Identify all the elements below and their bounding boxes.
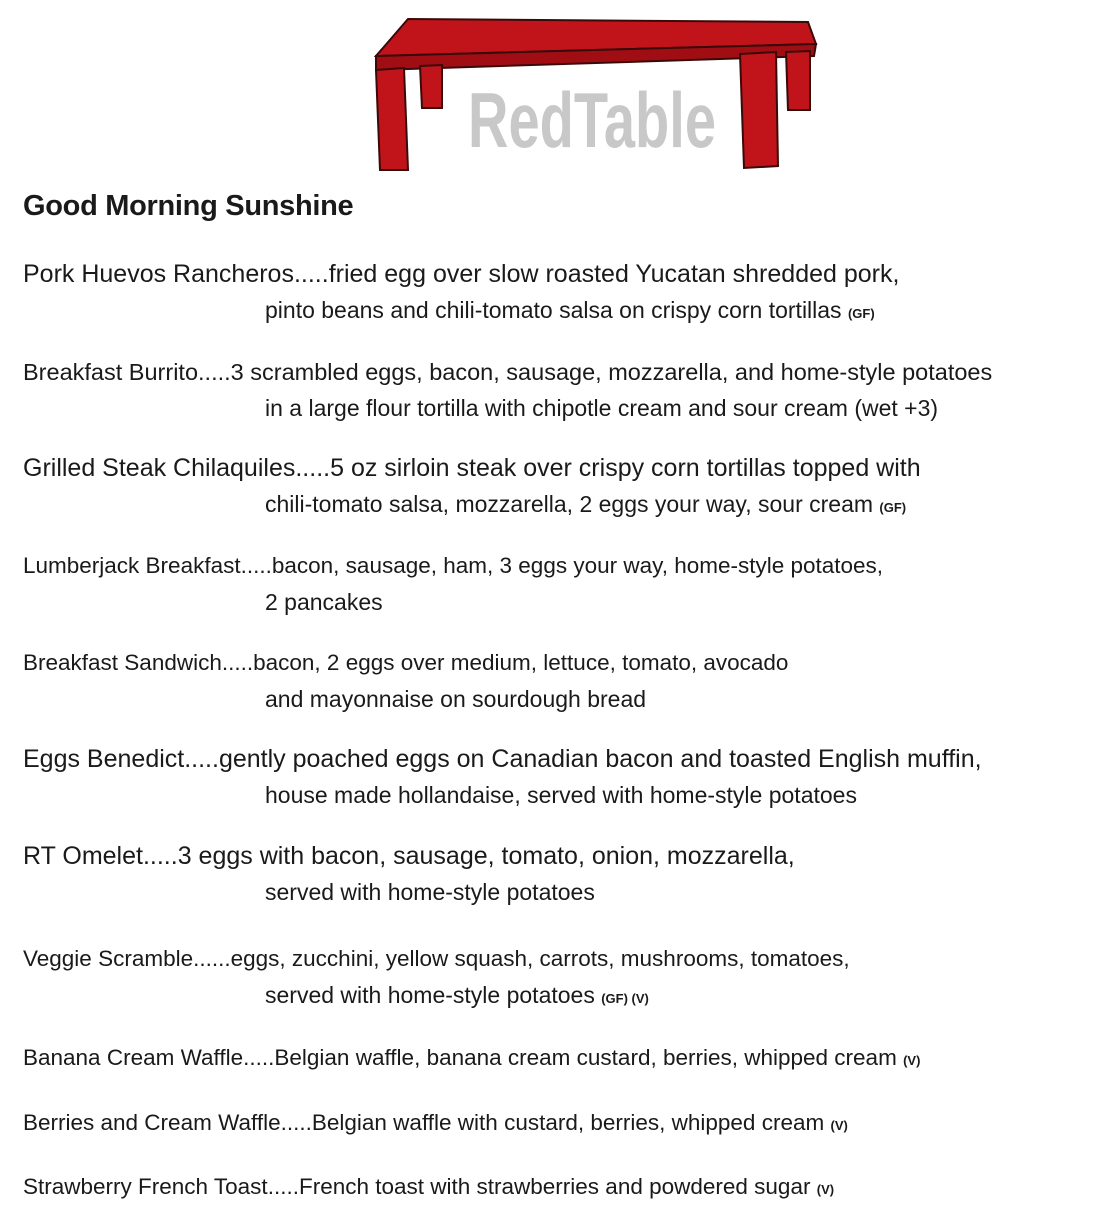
menu-item (23, 354, 1093, 426)
item-description: eggs, zucchini, yellow squash, carrots, mushrooms, tomatoes, (230, 946, 850, 971)
item-separator: ...... (193, 946, 231, 971)
item-description: bacon, 2 eggs over medium, lettuce, tomato, avocado (253, 650, 789, 675)
item-name: Eggs Benedict (23, 745, 185, 773)
item-description: fried egg over slow roasted Yucatan shredded pork, (328, 260, 900, 288)
dietary-tag: (GF) (V) (601, 991, 649, 1006)
red-table-illustration (368, 14, 818, 174)
item-name: Pork Huevos Rancheros (23, 260, 294, 288)
menu-item (23, 548, 1093, 620)
item-description: French toast with strawberries and powdered sugar (298, 1174, 811, 1199)
item-description-cont: pinto beans and chili-tomato salsa on crispy corn tortillas (265, 297, 842, 323)
item-separator: ..... (243, 1045, 275, 1070)
item-name: Veggie Scramble (23, 946, 194, 971)
item-separator: ..... (295, 454, 331, 482)
redtable-logo (368, 14, 818, 174)
item-separator: ..... (198, 359, 231, 385)
item-separator: ..... (142, 842, 178, 870)
dietary-tag: (GF) (879, 500, 907, 515)
item-name: Breakfast Sandwich (23, 650, 222, 675)
menu-item (23, 838, 1093, 910)
table-leg-back-right (786, 51, 810, 110)
item-description: 3 scrambled eggs, bacon, sausage, mozzarella, and home-style potatoes (230, 359, 993, 385)
item-name: Strawberry French Toast (23, 1174, 268, 1199)
table-leg-back-left (420, 65, 442, 108)
item-name: Grilled Steak Chilaquiles (23, 454, 296, 482)
menu-item (23, 450, 1093, 526)
menu-item (23, 1040, 1093, 1079)
item-description: Belgian waffle, banana cream custard, berries, whipped cream (274, 1045, 897, 1070)
menu-item (23, 1169, 1093, 1208)
item-description-cont: house made hollandaise, served with home-style potatoes (265, 782, 857, 808)
item-description-cont: 2 pancakes (265, 589, 383, 615)
item-name: Berries and Cream Waffle (23, 1110, 281, 1135)
dietary-tag: (GF) (847, 306, 875, 321)
item-separator: ..... (240, 553, 272, 578)
item-name: Banana Cream Waffle (23, 1045, 244, 1070)
item-description: 5 oz sirloin steak over crispy corn tortillas topped with (330, 454, 921, 482)
brand-wordmark: RedTable (468, 76, 716, 164)
item-description-cont: in a large flour tortilla with chipotle cream and sour cream (wet +3) (265, 395, 939, 421)
dietary-tag: (V) (830, 1118, 848, 1133)
item-description: gently poached eggs on Canadian bacon and toasted English muffin, (218, 745, 982, 773)
item-description-cont: served with home-style potatoes (265, 879, 595, 905)
table-leg-front-right (740, 52, 778, 168)
item-name: Breakfast Burrito (23, 359, 199, 385)
menu-item (23, 741, 1093, 813)
dietary-tag: (V) (903, 1053, 921, 1068)
item-description: Belgian waffle with custard, berries, whipped cream (311, 1110, 825, 1135)
item-description-cont: and mayonnaise on sourdough bread (265, 686, 647, 712)
section-title: Good Morning Sunshine (23, 190, 354, 222)
menu-item (23, 256, 1093, 332)
item-name: RT Omelet (23, 842, 143, 870)
item-separator: ..... (184, 745, 219, 773)
item-description-cont: chili-tomato salsa, mozzarella, 2 eggs your way, sour cream (265, 491, 874, 517)
item-name: Lumberjack Breakfast (23, 553, 241, 578)
item-separator: ..... (221, 650, 254, 675)
item-separator: ..... (293, 260, 329, 288)
menu-item (23, 645, 1093, 717)
item-separator: ..... (280, 1110, 312, 1135)
item-description-cont: served with home-style potatoes (265, 982, 595, 1008)
dietary-tag: (V) (816, 1182, 835, 1197)
menu-item (23, 941, 1093, 1017)
table-leg-front-left (376, 68, 408, 170)
item-description: bacon, sausage, ham, 3 eggs your way, home-style potatoes, (271, 553, 884, 578)
item-description: 3 eggs with bacon, sausage, tomato, onion, mozzarella, (177, 842, 795, 870)
item-separator: ..... (267, 1174, 299, 1199)
menu-item (23, 1105, 1093, 1144)
